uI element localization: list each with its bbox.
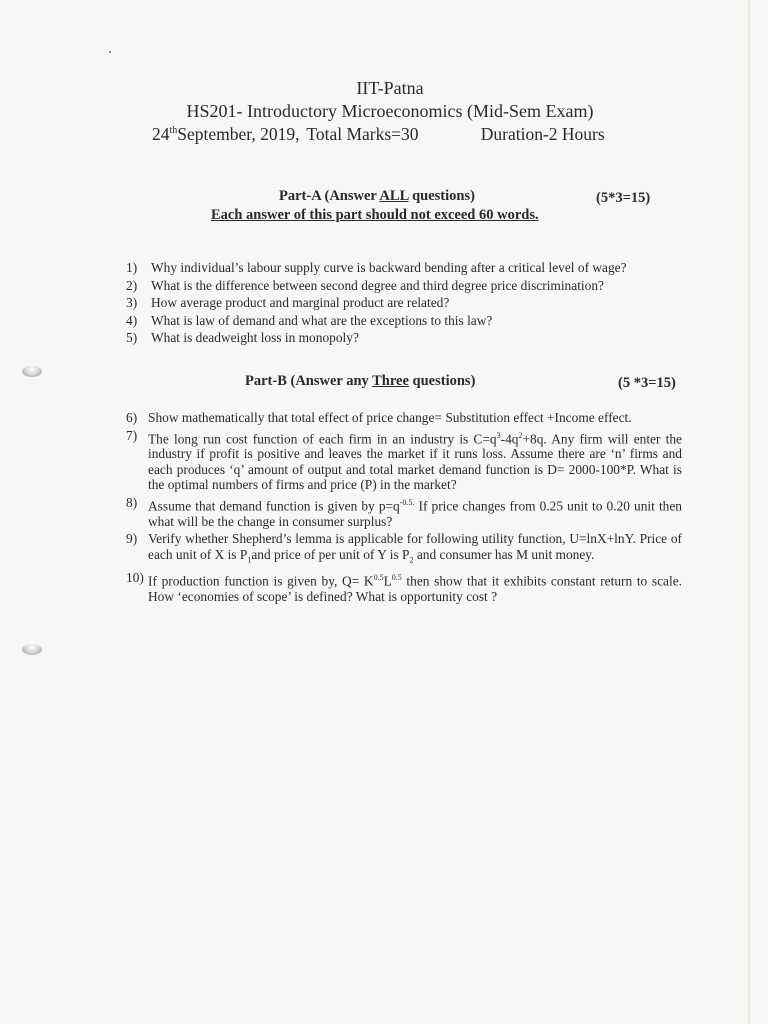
exam-date-line <box>152 124 622 145</box>
page-edge <box>748 0 750 1024</box>
question-4: 4) What is law of demand and what are the exceptions to this law? <box>126 312 493 328</box>
part-a-question-list <box>126 259 686 347</box>
question-9: 9) Verify whether Shepherd’s lemma is applicable for following utility function, U=lnX+lnY. Price of each unit of X is $P_1and$ price of per unit of Y is $P_2$ and consumer has M unit money. <box>126 531 682 565</box>
part-b-marks: (5 *3=15) <box>618 375 676 391</box>
part-a-heading: Part-A (Answer ALL questions) <box>279 188 475 204</box>
part-a-word-limit-note: Each answer of this part should not exceed 60 words. <box>211 207 539 223</box>
part-a-marks: (5*3=15) <box>596 190 651 206</box>
question-2: 2) What is the difference between second degree and third degree price discrimination? <box>126 277 604 293</box>
punch-hole-top <box>22 366 42 377</box>
question-3: 3) How average product and marginal product are related? <box>126 295 450 310</box>
question-10: 10) If production function is given by, $Q= K^{0.5}L^{0.5}$ then show that it exhibits constant return to scale. How ‘economies of scope’ is defined? What is opportunity cost ? <box>126 570 683 605</box>
question-5: 5) What is deadweight loss in monopoly? <box>126 330 359 345</box>
exam-date: 24thSeptember, 2019, <box>152 124 300 144</box>
scan-speck <box>109 51 111 53</box>
question-8: 8) Assume that demand function is given by $p=q^{-0.5.}$ If price changes from 0.25 unit to 0.20 unit then what will be the change in consumer surplus? <box>126 494 682 529</box>
part-b-heading: Part-B (Answer any Three questions) <box>245 373 476 389</box>
question-1: 1) Why individual’s labour supply curve is backward bending after a critical level of wage? <box>126 260 627 275</box>
total-marks: Total Marks=30 <box>306 124 419 144</box>
part-b-question-list <box>126 410 682 607</box>
question-7: 7) The long run cost function of each firm in an industry is $C=q^3-4q^2+8q$. Any firm will enter the industry if profit is positive and leaves the market if it runs loss. Assume there are ‘n’ firms and each produces ‘q’ amount of output and total market demand function is D= 2000-100*P. What is the optimal numbers of firms and price (P) in the market? <box>126 427 682 493</box>
duration: Duration-2 Hours <box>480 124 605 144</box>
question-6: 6) Show mathematically that total effect of price change= Substitution effect +Income effect. <box>126 410 632 425</box>
course-title: HS201- Introductory Microeconomics (Mid-Sem Exam) <box>186 101 594 121</box>
institute-name: IIT-Patna <box>356 78 424 98</box>
punch-hole-bottom <box>22 644 42 655</box>
